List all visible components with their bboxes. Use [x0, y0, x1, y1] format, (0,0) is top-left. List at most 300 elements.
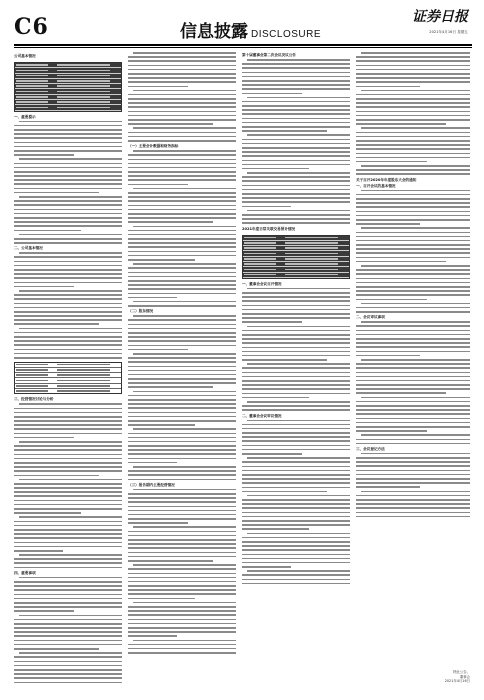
text-line — [128, 154, 236, 156]
text-line — [242, 528, 309, 530]
text-line — [128, 196, 236, 198]
text-line — [242, 130, 327, 132]
text-line — [14, 319, 122, 321]
text-line — [128, 56, 236, 58]
table-cell — [16, 380, 48, 382]
text-line — [361, 359, 470, 361]
text-line — [14, 546, 122, 548]
text-line — [14, 416, 122, 418]
section-title-en: DISCLOSURE — [251, 29, 322, 40]
text-line — [242, 101, 350, 103]
text-line — [356, 98, 470, 100]
text-line — [14, 433, 122, 435]
text-line — [128, 111, 236, 113]
text-block — [14, 121, 122, 244]
text-line — [14, 303, 122, 305]
text-line — [247, 420, 350, 422]
text-line — [133, 391, 236, 393]
text-line — [133, 301, 236, 303]
text-line — [356, 169, 470, 171]
text-line — [19, 290, 122, 292]
text-block — [14, 252, 122, 358]
text-line — [356, 474, 470, 476]
text-line — [14, 273, 122, 275]
text-line — [356, 77, 470, 79]
text-line — [133, 564, 236, 566]
text-line — [14, 542, 122, 544]
text-line — [14, 483, 122, 485]
text-line — [128, 305, 236, 307]
text-line — [242, 359, 327, 361]
text-line — [14, 225, 122, 227]
text-line — [14, 644, 122, 646]
text-line — [133, 466, 236, 468]
text-line — [128, 332, 236, 334]
text-line — [128, 627, 236, 629]
text-line — [242, 499, 350, 501]
text-line — [247, 59, 350, 61]
footer-line: 特此公告。 — [453, 670, 470, 675]
table-cell — [16, 70, 48, 72]
text-line — [242, 342, 350, 344]
text-line — [14, 475, 99, 477]
text-block — [128, 52, 236, 142]
text-line — [356, 115, 470, 117]
text-line — [14, 500, 122, 502]
text-line — [14, 230, 81, 232]
text-line — [128, 192, 236, 194]
table-cell — [57, 75, 110, 77]
table-cell — [244, 242, 276, 244]
text-line — [14, 424, 122, 426]
section-heading: （一）主要会计数据和财务指标 — [128, 144, 179, 149]
text-line — [356, 342, 470, 344]
text-line — [242, 76, 350, 78]
text-line — [242, 126, 350, 128]
text-line — [247, 570, 350, 572]
text-block — [242, 288, 350, 411]
text-line — [14, 137, 122, 139]
text-line — [242, 461, 350, 463]
text-line — [133, 489, 236, 491]
table-cell — [16, 96, 48, 98]
text-line — [356, 367, 470, 369]
text-line — [242, 351, 350, 353]
text-line — [356, 286, 470, 288]
table-cell — [285, 263, 338, 265]
section-heading: 第十届董事会第二次会议决议公告 — [242, 53, 296, 57]
text-line — [356, 372, 470, 374]
text-line — [356, 392, 446, 394]
text-line — [242, 466, 350, 468]
text-line — [356, 422, 470, 424]
text-line — [14, 562, 122, 564]
text-line — [128, 132, 236, 134]
text-line — [242, 118, 350, 120]
text-line — [356, 140, 470, 142]
table-cell — [57, 96, 110, 98]
text-line — [242, 338, 350, 340]
table-row — [243, 273, 349, 278]
text-line — [128, 445, 236, 447]
text-line — [19, 158, 122, 160]
text-line — [128, 86, 188, 88]
newspaper-masthead: 证券日报 — [412, 9, 468, 25]
text-line — [14, 589, 122, 591]
text-line — [242, 554, 350, 556]
section-heading: 一、董事会会议召开情况 — [242, 281, 282, 286]
text-line — [356, 307, 470, 309]
table-cell — [244, 274, 276, 276]
text-line — [356, 439, 470, 441]
text-line — [14, 661, 122, 663]
text-line — [242, 512, 350, 514]
footer-line: 董事会 — [459, 674, 470, 679]
text-line — [128, 573, 236, 575]
text-line — [242, 449, 350, 451]
text-line — [14, 349, 122, 351]
text-line — [128, 644, 236, 646]
text-line — [356, 376, 470, 378]
text-line — [14, 269, 122, 271]
text-line — [242, 105, 350, 107]
text-line — [242, 151, 350, 153]
text-line — [356, 60, 470, 62]
text-line — [14, 209, 122, 211]
column-4 — [356, 52, 470, 686]
text-line — [128, 539, 236, 541]
text-line — [242, 93, 302, 95]
table-caption: 2021年度日常关联交易预计情况 — [242, 226, 296, 231]
column-1 — [14, 52, 122, 686]
text-line — [356, 499, 470, 501]
text-line — [14, 294, 122, 296]
text-line — [14, 353, 122, 355]
text-line — [242, 432, 350, 434]
text-line — [128, 635, 177, 637]
table-cell — [16, 390, 48, 392]
text-block — [14, 577, 122, 686]
text-line — [128, 267, 236, 269]
text-line — [247, 533, 350, 535]
table-cell — [16, 80, 48, 82]
text-line — [128, 560, 213, 562]
text-line — [242, 113, 350, 115]
table-cell — [57, 101, 110, 103]
table-cell — [57, 374, 110, 376]
table-cell — [285, 247, 338, 249]
text-line — [128, 357, 236, 359]
text-line — [128, 437, 236, 439]
text-line — [242, 292, 350, 294]
text-line — [356, 111, 470, 113]
text-line — [133, 52, 236, 54]
text-line — [14, 627, 122, 629]
text-line — [356, 282, 470, 284]
text-line — [356, 507, 470, 509]
text-line — [242, 549, 350, 551]
text-line — [356, 299, 427, 301]
table-cell — [57, 70, 110, 72]
text-line — [128, 217, 236, 219]
text-line — [356, 351, 470, 353]
text-line — [356, 388, 470, 390]
text-line — [242, 405, 350, 407]
company-info-table — [14, 62, 122, 112]
text-line — [242, 139, 350, 141]
text-line — [14, 606, 122, 608]
text-line — [128, 60, 236, 62]
text-line — [128, 374, 236, 376]
text-line — [356, 157, 470, 159]
text-line — [14, 175, 122, 177]
text-line — [247, 495, 350, 497]
text-line — [356, 516, 470, 518]
text-line — [242, 214, 350, 216]
text-line — [242, 185, 350, 187]
text-line — [128, 462, 177, 464]
table-row — [15, 389, 121, 393]
text-line — [128, 610, 236, 612]
table-cell — [244, 258, 276, 260]
text-line — [242, 317, 350, 319]
table-cell — [16, 75, 48, 77]
table-cell — [16, 101, 48, 103]
table-cell — [244, 269, 276, 271]
text-line — [128, 514, 236, 516]
text-line — [247, 210, 350, 212]
table-cell — [16, 374, 48, 376]
text-line — [14, 470, 122, 472]
text-line — [14, 408, 122, 410]
table-cell — [16, 369, 48, 371]
text-line — [128, 652, 236, 654]
text-line — [242, 147, 350, 149]
section-heading: 四、重要事项 — [14, 570, 36, 575]
text-line — [128, 458, 236, 460]
text-line — [128, 407, 236, 409]
text-line — [14, 602, 122, 604]
text-line — [133, 428, 236, 430]
text-line — [356, 211, 470, 213]
table-cell — [285, 274, 338, 276]
text-line — [128, 179, 236, 181]
text-line — [242, 503, 350, 505]
text-line — [356, 330, 470, 332]
text-line — [128, 441, 236, 443]
text-line — [242, 143, 350, 145]
text-line — [19, 615, 122, 617]
text-line — [128, 506, 236, 508]
text-line — [356, 102, 470, 104]
text-line — [242, 122, 350, 124]
text-line — [128, 284, 236, 286]
text-line — [356, 236, 470, 238]
text-line — [14, 167, 122, 169]
table-row — [15, 105, 121, 110]
text-line — [242, 72, 350, 74]
text-line — [242, 300, 350, 302]
text-line — [128, 280, 236, 282]
text-line — [128, 547, 236, 549]
page-header — [0, 0, 484, 46]
text-line — [19, 479, 122, 481]
text-line — [356, 273, 470, 275]
text-line — [14, 298, 122, 300]
text-line — [128, 213, 236, 215]
text-line — [14, 340, 122, 342]
table-cell — [57, 369, 110, 371]
text-line — [242, 436, 350, 438]
table-cell — [57, 80, 110, 82]
text-line — [242, 309, 350, 311]
text-line — [242, 321, 302, 323]
text-line — [14, 537, 122, 539]
text-line — [356, 219, 470, 221]
text-line — [242, 84, 350, 86]
text-line — [14, 238, 122, 240]
text-line — [128, 319, 236, 321]
table-caption: 公司基本情况 — [14, 54, 36, 58]
text-line — [242, 218, 350, 220]
text-line — [247, 288, 350, 290]
text-line — [356, 503, 470, 505]
text-line — [242, 524, 350, 526]
text-line — [133, 602, 236, 604]
text-line — [14, 458, 122, 460]
text-line — [356, 161, 427, 163]
text-line — [128, 349, 188, 351]
text-block — [356, 52, 470, 175]
text-line — [356, 244, 470, 246]
text-line — [356, 325, 470, 327]
text-line — [14, 150, 122, 152]
text-line — [14, 656, 122, 658]
text-line — [356, 132, 470, 134]
text-line — [242, 388, 350, 390]
text-line — [128, 531, 236, 533]
text-line — [128, 510, 236, 512]
text-line — [128, 366, 236, 368]
header-rule-thin — [14, 47, 472, 48]
section-heading: 二、会议审议事项 — [356, 315, 385, 320]
text-line — [128, 288, 236, 290]
text-line — [128, 543, 236, 545]
text-line — [242, 305, 350, 307]
text-line — [14, 282, 122, 284]
text-line — [128, 598, 195, 600]
text-line — [356, 355, 420, 357]
text-line — [14, 619, 122, 621]
text-line — [356, 334, 470, 336]
text-line — [356, 119, 470, 121]
text-line — [128, 593, 236, 595]
text-line — [128, 234, 236, 236]
text-line — [242, 566, 291, 568]
text-line — [128, 106, 236, 108]
text-line — [14, 344, 122, 346]
text-line — [14, 512, 81, 514]
text-line — [356, 73, 470, 75]
text-line — [356, 261, 446, 263]
text-line — [14, 357, 122, 359]
text-line — [14, 428, 122, 430]
text-line — [19, 196, 122, 198]
text-line — [14, 581, 122, 583]
text-line — [356, 194, 470, 196]
text-line — [14, 217, 122, 219]
text-line — [242, 409, 350, 411]
section-heading: 二、董事会会议审议情况 — [242, 413, 282, 418]
text-line — [242, 334, 350, 336]
text-line — [14, 640, 122, 642]
text-line — [361, 453, 470, 455]
text-line — [128, 493, 236, 495]
text-line — [19, 252, 122, 254]
text-line — [133, 90, 236, 92]
text-line — [128, 399, 236, 401]
text-line — [14, 315, 122, 317]
text-line — [14, 585, 122, 587]
table-cell — [285, 237, 338, 239]
text-line — [14, 594, 122, 596]
text-line — [128, 403, 236, 405]
text-line — [14, 323, 99, 325]
text-line — [356, 457, 470, 459]
text-line — [14, 183, 122, 185]
text-line — [356, 405, 470, 407]
text-line — [242, 491, 327, 493]
column-3 — [242, 52, 350, 686]
text-line — [356, 430, 427, 432]
text-line — [128, 115, 236, 117]
text-line — [14, 682, 122, 684]
text-line — [128, 518, 236, 520]
table-cell — [57, 380, 110, 382]
text-line — [14, 558, 122, 560]
text-line — [356, 443, 470, 445]
text-line — [242, 445, 350, 447]
text-line — [128, 501, 236, 503]
text-line — [14, 449, 122, 451]
text-line — [128, 251, 236, 253]
text-line — [128, 395, 236, 397]
text-line — [247, 172, 350, 174]
table-cell — [285, 253, 338, 255]
text-line — [361, 52, 470, 54]
text-line — [128, 65, 236, 67]
text-line — [128, 163, 236, 165]
text-line — [128, 479, 236, 481]
text-line — [356, 512, 470, 514]
text-line — [356, 257, 470, 259]
text-line — [128, 175, 236, 177]
table-cell — [285, 269, 338, 271]
text-line — [128, 581, 236, 583]
text-line — [361, 127, 470, 129]
section-heading: 一、重要提示 — [14, 114, 36, 119]
text-line — [242, 384, 350, 386]
text-line — [242, 482, 350, 484]
text-line — [242, 206, 291, 208]
text-line — [14, 525, 122, 527]
text-line — [242, 583, 350, 585]
table-cell — [57, 390, 110, 392]
text-line — [14, 256, 122, 258]
text-line — [128, 136, 236, 138]
text-line — [128, 619, 236, 621]
text-line — [133, 188, 236, 190]
